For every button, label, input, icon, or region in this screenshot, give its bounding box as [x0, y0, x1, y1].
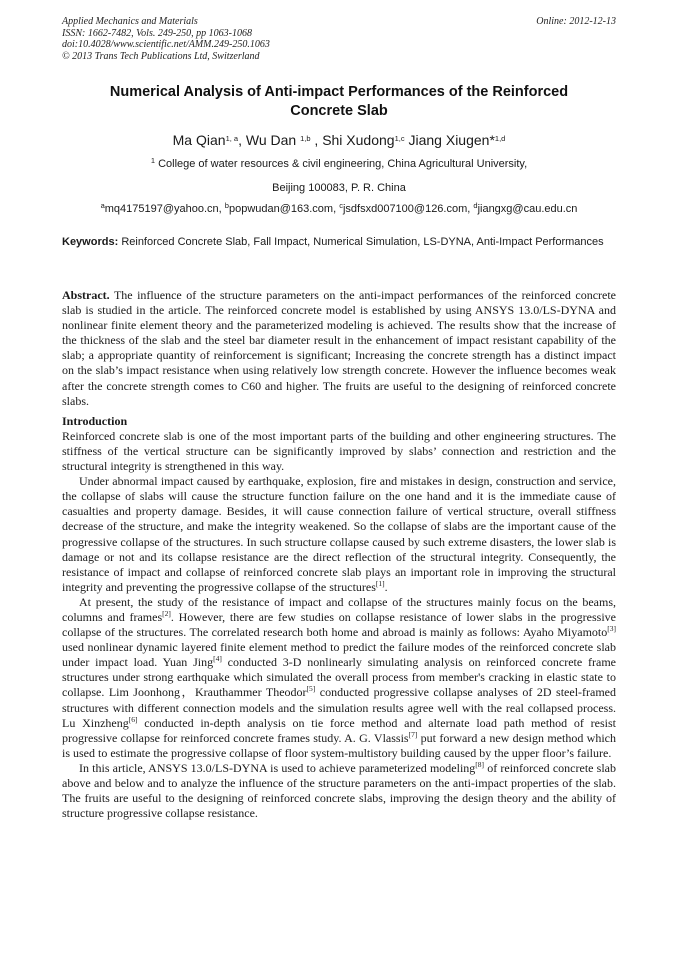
affiliation-sup: 1: [150, 156, 156, 165]
intro-paragraph-1: Reinforced concrete slab is one of the most important parts of the building and other engineering structures. The stiffness of the vertical structure can be significantly improved by slabs’ connection and restriction and the structural integrity is strengthened in this way.: [62, 428, 616, 474]
citation-ref: [8]: [475, 759, 485, 769]
email-list: [62, 202, 616, 216]
copyright-line: © 2013 Trans Tech Publications Ltd, Switzerland: [62, 50, 260, 62]
body-text: [62, 288, 616, 821]
doi-line: doi:10.4028/www.scientific.net/AMM.249-250.1063: [62, 39, 270, 50]
keywords-section: [62, 235, 616, 249]
paragraph-text: Under abnormal impact caused by earthquake, explosion, fire and mistakes in design, construction and service, the collapse of slabs will cause the structure function failure on the one hand and it is the immediate cause of casualties and property damage. Besides, it will cause connection failure of vertical structure, overall stiffness decrease of the structure, and make the integrity weakened. So the collapse of slabs are the important cause of the progressive collapse of the structures. In such structure collapse caused by such extreme disasters, the lower slab is damage or not and its collapse resistance are the direct reflection of the structural integrity. Consequently, the resistance of impact and collapse of reinforced concrete slab plays an important role in improving the structural integrity and preventing the progressive collapse of the structures: [62, 474, 616, 594]
paragraph-text: . However, there are few studies on collapse resistance of lower slabs in the progressive collapse of the structures. The correlated research both home and abroad is mainly as follows: Ayaho Miyamoto: [62, 609, 616, 640]
citation-ref: [7]: [408, 729, 418, 739]
email-address[interactable]: mq4175197@yahoo.cn,: [104, 203, 222, 215]
paper-title: [62, 83, 616, 121]
journal-name: Applied Mechanics and Materials: [62, 16, 198, 27]
author-list: Ma Qian$^{1, a}$, Wu Dan $^{1,b}$ , Shi Xudong$^{1,c}$ Jiang Xiugen*$^{1,d}$: [172, 132, 506, 148]
email-sup: d: [473, 201, 478, 210]
journal-header: [62, 16, 616, 62]
email-sup: b: [224, 201, 229, 210]
author-name: Wu Dan: [245, 132, 297, 148]
paragraph-text: put forward a new design method which is used to estimate the progressive collapse of floor system-multistory building caused by the upper floor’s failure.: [62, 730, 616, 760]
citation-ref: [2]: [162, 608, 171, 618]
citation-ref: [6]: [128, 714, 138, 724]
paragraph-text: conducted 3-D nonlinearly simulating analysis on reinforced concrete frame structures under strong earthquake which simulated the overall process from member's cracking in elastic state to collapse. Lim Joonhong，Krauthammer Theodor: [62, 655, 616, 700]
paragraph-text: At present, the study of the resistance of impact and collapse of the structures mainly focus on the beams, columns and frames: [62, 594, 616, 624]
email-sup: c: [339, 201, 343, 210]
affiliation-text: College of water resources & civil engineering, China Agricultural University,: [158, 158, 528, 170]
email-address[interactable]: jiangxg@cau.edu.cn: [477, 203, 578, 215]
abstract-label: Abstract.: [62, 288, 110, 302]
email-address[interactable]: popwudan@163.com,: [228, 203, 337, 215]
abstract-paragraph: [62, 288, 616, 409]
title-line-2: Concrete Slab: [290, 103, 388, 119]
paragraph-end: .: [384, 579, 388, 594]
author-affil-sup: 1,b: [300, 134, 311, 143]
intro-paragraph-2: [62, 474, 616, 595]
author-affil-sup: 1,c: [394, 134, 405, 143]
citation-ref: [1]: [375, 578, 385, 588]
citation-ref: [4]: [213, 654, 222, 664]
email-address[interactable]: jsdfsxd007100@126.com,: [342, 203, 471, 215]
affiliation-line-2: Beijing 100083, P. R. China: [272, 182, 406, 194]
keywords-text: Reinforced Concrete Slab, Fall Impact, Numerical Simulation, LS-DYNA, Anti-Impact Performances: [121, 236, 604, 248]
citation-ref: [5]: [306, 684, 316, 694]
email-sup: a: [100, 201, 105, 210]
intro-paragraph-4: [62, 761, 616, 821]
keywords-label: Keywords:: [62, 236, 119, 248]
online-date: Online: 2012-12-13: [536, 16, 616, 27]
author-name: Shi Xudong: [322, 132, 395, 148]
issn-line: ISSN: 1662-7482, Vols. 249-250, pp 1063-1068: [62, 27, 252, 39]
author-name: Jiang Xiugen*: [408, 132, 495, 148]
paragraph-text: conducted in-depth analysis on tie force method and alternate load path method of resist progressive collapse for reinforced concrete frames study. A. G. Vlassis: [62, 715, 616, 745]
intro-paragraph-3: [62, 595, 616, 761]
citation-ref: [3]: [607, 624, 616, 634]
affiliation-line-1: [62, 157, 616, 171]
author-affil-sup: 1,d: [494, 134, 506, 143]
paragraph-text: of reinforced concrete slab above and below and to analyze the influence of the structure parameters on the anti-impact properties of the slab. The fruits are useful to the designing of reinforced concrete slabs, improving the design theory and the ability of structure progressive collapse resistance.: [62, 760, 616, 821]
paragraph-text: In this article, ANSYS 13.0/LS-DYNA is used to achieve parameterized modeling: [79, 760, 476, 775]
title-line-1: Numerical Analysis of Anti-impact Performances of the Reinforced: [109, 84, 569, 100]
author-affil-sup: 1, a: [225, 134, 239, 143]
abstract-text: The influence of the structure parameters on the anti-impact performances of the reinforced concrete slab is studied in the article. The reinforced concrete model is established by using ANSYS 13.0/LS-DYNA and nonlinear finite element theory and the parameterized modeling is achieved. The results show that the increase of the thickness of the slab and the steel bar diameter result in the enhancement of impact resistant capability of the slab; a appropriate quantity of reinforcement is significant; Increasing the concrete strength has a distinct impact on the slab’s impact resistance when using relatively low strength concrete. However the influence becomes weak after the concrete strength comes to C60 and higher. The fruits are useful to the designing of reinforced concrete slabs.: [62, 288, 616, 408]
paragraph-text: conducted progressive collapse analyses of 2D steel-framed structures with different connection models and the simulation results agree well with the real collapsed process. Lu Xinzheng: [62, 685, 616, 730]
section-heading-introduction: Introduction: [62, 413, 128, 428]
paragraph-text: used nonlinear dynamic layered finite element method to predict the failure modes of the reinforced concrete slab under impact load. Yuan Jing: [62, 640, 616, 670]
author-name: Ma Qian: [172, 132, 226, 148]
